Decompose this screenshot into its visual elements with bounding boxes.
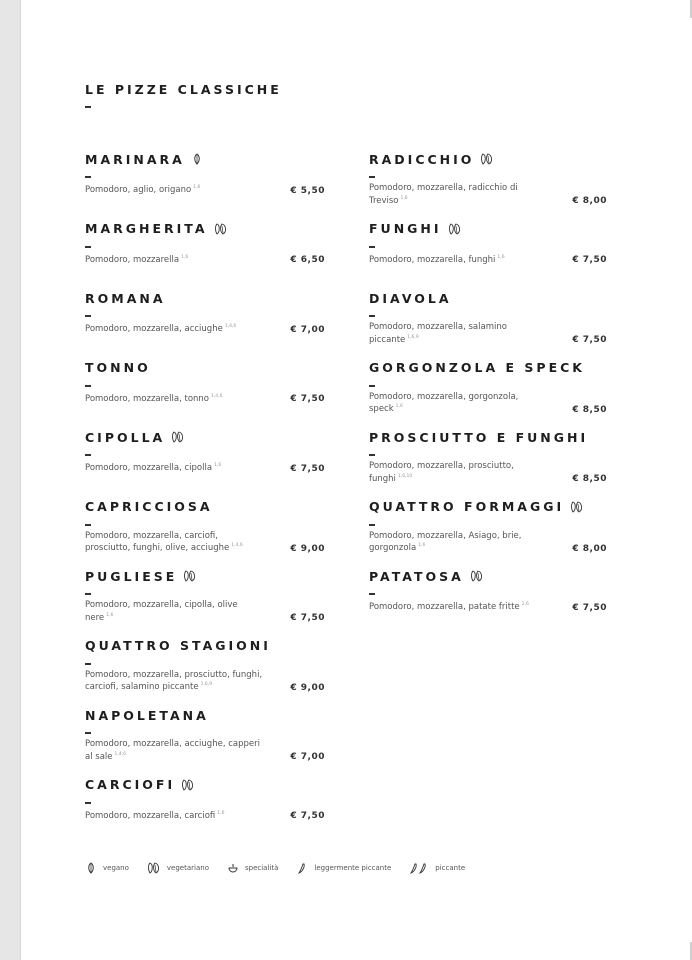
item-ingredients: Pomodoro, aglio, origano [85, 185, 192, 195]
item-ingredients: Pomodoro, mozzarella, patate fritte [369, 602, 520, 612]
section-heading [85, 82, 282, 108]
item-dash [369, 454, 375, 456]
item-name: MARGHERITA [85, 221, 208, 236]
item-dash [369, 524, 375, 526]
item-price: € 8,00 [572, 196, 607, 206]
menu-item [85, 565, 325, 623]
title-dash [85, 106, 91, 108]
item-ingredients: Pomodoro, mozzarella, gorgonzola, speck [369, 391, 519, 414]
vegan-icon [85, 862, 97, 874]
item-dash [369, 315, 375, 317]
item-detail-row [369, 600, 607, 613]
menu-item [369, 357, 607, 415]
item-description [85, 670, 265, 693]
mild-chili-icon [296, 862, 308, 874]
item-description [369, 183, 549, 206]
item-allergens: 1,4,6 [231, 543, 243, 548]
legend-item [227, 862, 278, 874]
item-ingredients: Pomodoro, mozzarella, carciofi, prosciutto, funghi, olive, acciughe [85, 530, 230, 553]
item-ingredients: Pomodoro, mozzarella, funghi [369, 254, 496, 265]
item-detail-row [85, 322, 325, 335]
item-name-row [369, 426, 607, 448]
item-allergens: 1,6 [497, 254, 505, 260]
item-detail-row [85, 183, 325, 196]
item-name-row [369, 148, 607, 170]
item-dash [85, 315, 91, 317]
menu-item [85, 426, 325, 474]
item-description [369, 461, 549, 484]
menu-item [369, 218, 607, 266]
item-name: QUATTRO FORMAGGI [369, 499, 565, 514]
item-description [85, 253, 188, 266]
item-price: € 7,50 [290, 463, 325, 474]
item-name-row [85, 565, 325, 587]
item-name-row [85, 287, 325, 309]
item-allergens: 1,6 [181, 254, 189, 260]
item-price: € 7,50 [572, 602, 607, 613]
menu-item [85, 635, 325, 693]
item-dash [369, 385, 375, 387]
item-detail-row [85, 392, 325, 405]
item-allergens: 1,6 [217, 810, 225, 816]
item-dash [85, 802, 91, 804]
item-detail-row [85, 809, 325, 822]
item-price: € 7,50 [290, 394, 325, 404]
section-title: LE PIZZE CLASSICHE [85, 82, 282, 97]
item-ingredients: Pomodoro, mozzarella [85, 254, 180, 265]
vegetarian-icon [214, 223, 226, 235]
item-price: € 7,50 [572, 335, 607, 345]
item-detail-row [369, 322, 607, 345]
item-ingredients: Pomodoro, mozzarella, acciughe, capperi al sale [85, 739, 260, 762]
item-detail-row [369, 183, 607, 206]
item-name: GORGONZOLA E SPECK [369, 360, 585, 375]
item-detail-row [85, 739, 325, 762]
item-allergens: 1,4,6 [114, 751, 126, 757]
item-name: QUATTRO STAGIONI [85, 638, 271, 653]
vegetarian-icon [470, 570, 482, 582]
item-dash [85, 246, 91, 248]
item-ingredients: Pomodoro, mozzarella, prosciutto, funghi [369, 461, 514, 484]
item-name-row [85, 218, 325, 240]
item-allergens: 1,6,10 [397, 473, 413, 479]
legend-label: specialità [244, 864, 279, 872]
item-ingredients: Pomodoro, mozzarella, tonno [85, 393, 210, 404]
specialty-icon [227, 862, 239, 874]
item-allergens: 1,6 [400, 195, 408, 201]
item-allergens: 1,6 [418, 543, 426, 548]
item-allergens: 1,6 [395, 404, 403, 409]
item-description [85, 600, 265, 623]
item-allergens: 1,4,6 [211, 393, 223, 399]
menu-item [85, 357, 325, 405]
item-price: € 5,50 [290, 185, 325, 196]
item-name: PUGLIESE [85, 568, 178, 584]
item-allergens: 1,6,9 [200, 682, 213, 687]
item-name: CAPRICCIOSA [85, 499, 213, 514]
item-description [369, 322, 549, 345]
item-name: MARINARA [85, 151, 185, 167]
item-name-row [85, 635, 325, 657]
menu-item [85, 287, 325, 335]
legend [85, 862, 465, 874]
vegetarian-icon [448, 223, 460, 235]
item-dash [85, 732, 91, 734]
legend-item [296, 862, 391, 874]
vegan-icon [191, 153, 203, 165]
item-allergens: 1,6,9 [407, 334, 419, 340]
menu-item [369, 496, 607, 554]
item-dash [369, 176, 375, 178]
item-name-row [369, 496, 607, 518]
item-allergens: 1,4,6 [224, 324, 237, 329]
item-ingredients: Pomodoro, mozzarella, carciofi [85, 810, 216, 821]
item-dash [85, 593, 91, 595]
item-name: CARCIOFI [85, 777, 176, 792]
menu-item [85, 774, 325, 822]
item-name: ROMANA [85, 290, 166, 306]
item-price: € 8,50 [572, 404, 607, 415]
item-name: TONNO [85, 360, 151, 375]
item-description [369, 600, 529, 613]
menu-item [85, 218, 325, 266]
item-allergens: 1,6 [193, 185, 201, 190]
item-price: € 7,00 [290, 752, 325, 762]
vegetarian-icon [171, 431, 183, 443]
item-ingredients: Pomodoro, mozzarella, Asiago, brie, gorgonzola [369, 530, 522, 553]
item-price: € 8,50 [572, 474, 607, 484]
item-detail-row [369, 461, 607, 484]
item-name-row [85, 148, 325, 170]
item-description [85, 322, 236, 335]
item-name-row [85, 426, 325, 448]
menu-item [85, 148, 325, 196]
item-price: € 9,00 [290, 682, 325, 693]
vegetarian-icon [480, 153, 492, 165]
item-description [85, 739, 265, 762]
item-name-row [85, 774, 325, 796]
menu-item [369, 565, 607, 613]
vegetarian-icon [147, 862, 161, 874]
item-description [369, 531, 549, 554]
menu-item [85, 496, 325, 554]
vegetarian-icon [181, 779, 193, 791]
vegetarian-icon [570, 501, 582, 513]
item-name-row [369, 357, 607, 379]
item-price: € 7,50 [290, 811, 325, 821]
item-ingredients: Pomodoro, mozzarella, salamino piccante [369, 322, 507, 345]
item-price: € 7,50 [572, 255, 607, 265]
item-description [369, 392, 549, 415]
item-name: RADICCHIO [369, 151, 475, 167]
item-dash [85, 385, 91, 387]
item-detail-row [369, 392, 607, 415]
item-description [369, 253, 505, 266]
item-ingredients: Pomodoro, mozzarella, acciughe [85, 324, 223, 334]
item-name-row [85, 496, 325, 518]
item-price: € 9,00 [290, 543, 325, 554]
item-name: PATATOSA [369, 568, 464, 584]
legend-item [409, 862, 465, 874]
item-description [85, 461, 221, 474]
item-detail-row [85, 253, 325, 266]
menu-item [369, 426, 607, 484]
item-name: DIAVOLA [369, 290, 452, 306]
vegetarian-icon [183, 570, 195, 582]
item-price: € 7,00 [290, 324, 325, 335]
legend-item [147, 862, 209, 874]
item-dash [85, 454, 91, 456]
item-description [85, 183, 200, 196]
item-name-row [369, 218, 607, 240]
item-detail-row [369, 253, 607, 266]
item-name-row [85, 357, 325, 379]
item-name-row [369, 565, 607, 587]
item-detail-row [369, 531, 607, 554]
item-allergens: 1,6 [106, 612, 114, 618]
item-detail-row [85, 600, 325, 623]
item-description [85, 392, 222, 405]
item-description [85, 809, 224, 822]
item-name-row [85, 704, 325, 726]
item-description [85, 531, 265, 554]
item-dash [85, 663, 91, 665]
legend-label: piccante [435, 864, 466, 872]
item-price: € 7,50 [290, 613, 325, 623]
item-allergens: 1,6 [214, 463, 222, 468]
item-detail-row [85, 461, 325, 474]
item-dash [85, 524, 91, 526]
item-ingredients: Pomodoro, mozzarella, cipolla [85, 463, 213, 473]
item-dash [85, 176, 91, 178]
item-name: CIPOLLA [85, 429, 166, 445]
menu-item [369, 148, 607, 206]
legend-item [85, 862, 129, 874]
item-dash [369, 593, 375, 595]
item-ingredients: Pomodoro, mozzarella, radicchio di Treviso [369, 183, 518, 206]
item-detail-row [85, 670, 325, 693]
item-allergens: 1,6 [521, 602, 529, 607]
page-spine [0, 0, 21, 960]
item-name: PROSCIUTTO E FUNGHI [369, 429, 589, 445]
menu-item [85, 704, 325, 762]
hot-chili-icon [409, 862, 429, 874]
legend-label: leggermente piccante [314, 864, 392, 872]
item-detail-row [85, 531, 325, 554]
menu-item [369, 287, 607, 345]
legend-label: vegano [103, 864, 129, 872]
item-ingredients: Pomodoro, mozzarella, prosciutto, funghi, carciofi, salamino piccante [85, 669, 263, 692]
item-dash [369, 246, 375, 248]
item-price: € 8,00 [572, 543, 607, 554]
legend-label: vegetariano [166, 864, 209, 872]
item-ingredients: Pomodoro, mozzarella, cipolla, olive nere [85, 600, 238, 623]
item-price: € 6,50 [290, 255, 325, 265]
item-name: FUNGHI [369, 221, 442, 236]
item-name: NAPOLETANA [85, 707, 209, 723]
item-name-row [369, 287, 607, 309]
